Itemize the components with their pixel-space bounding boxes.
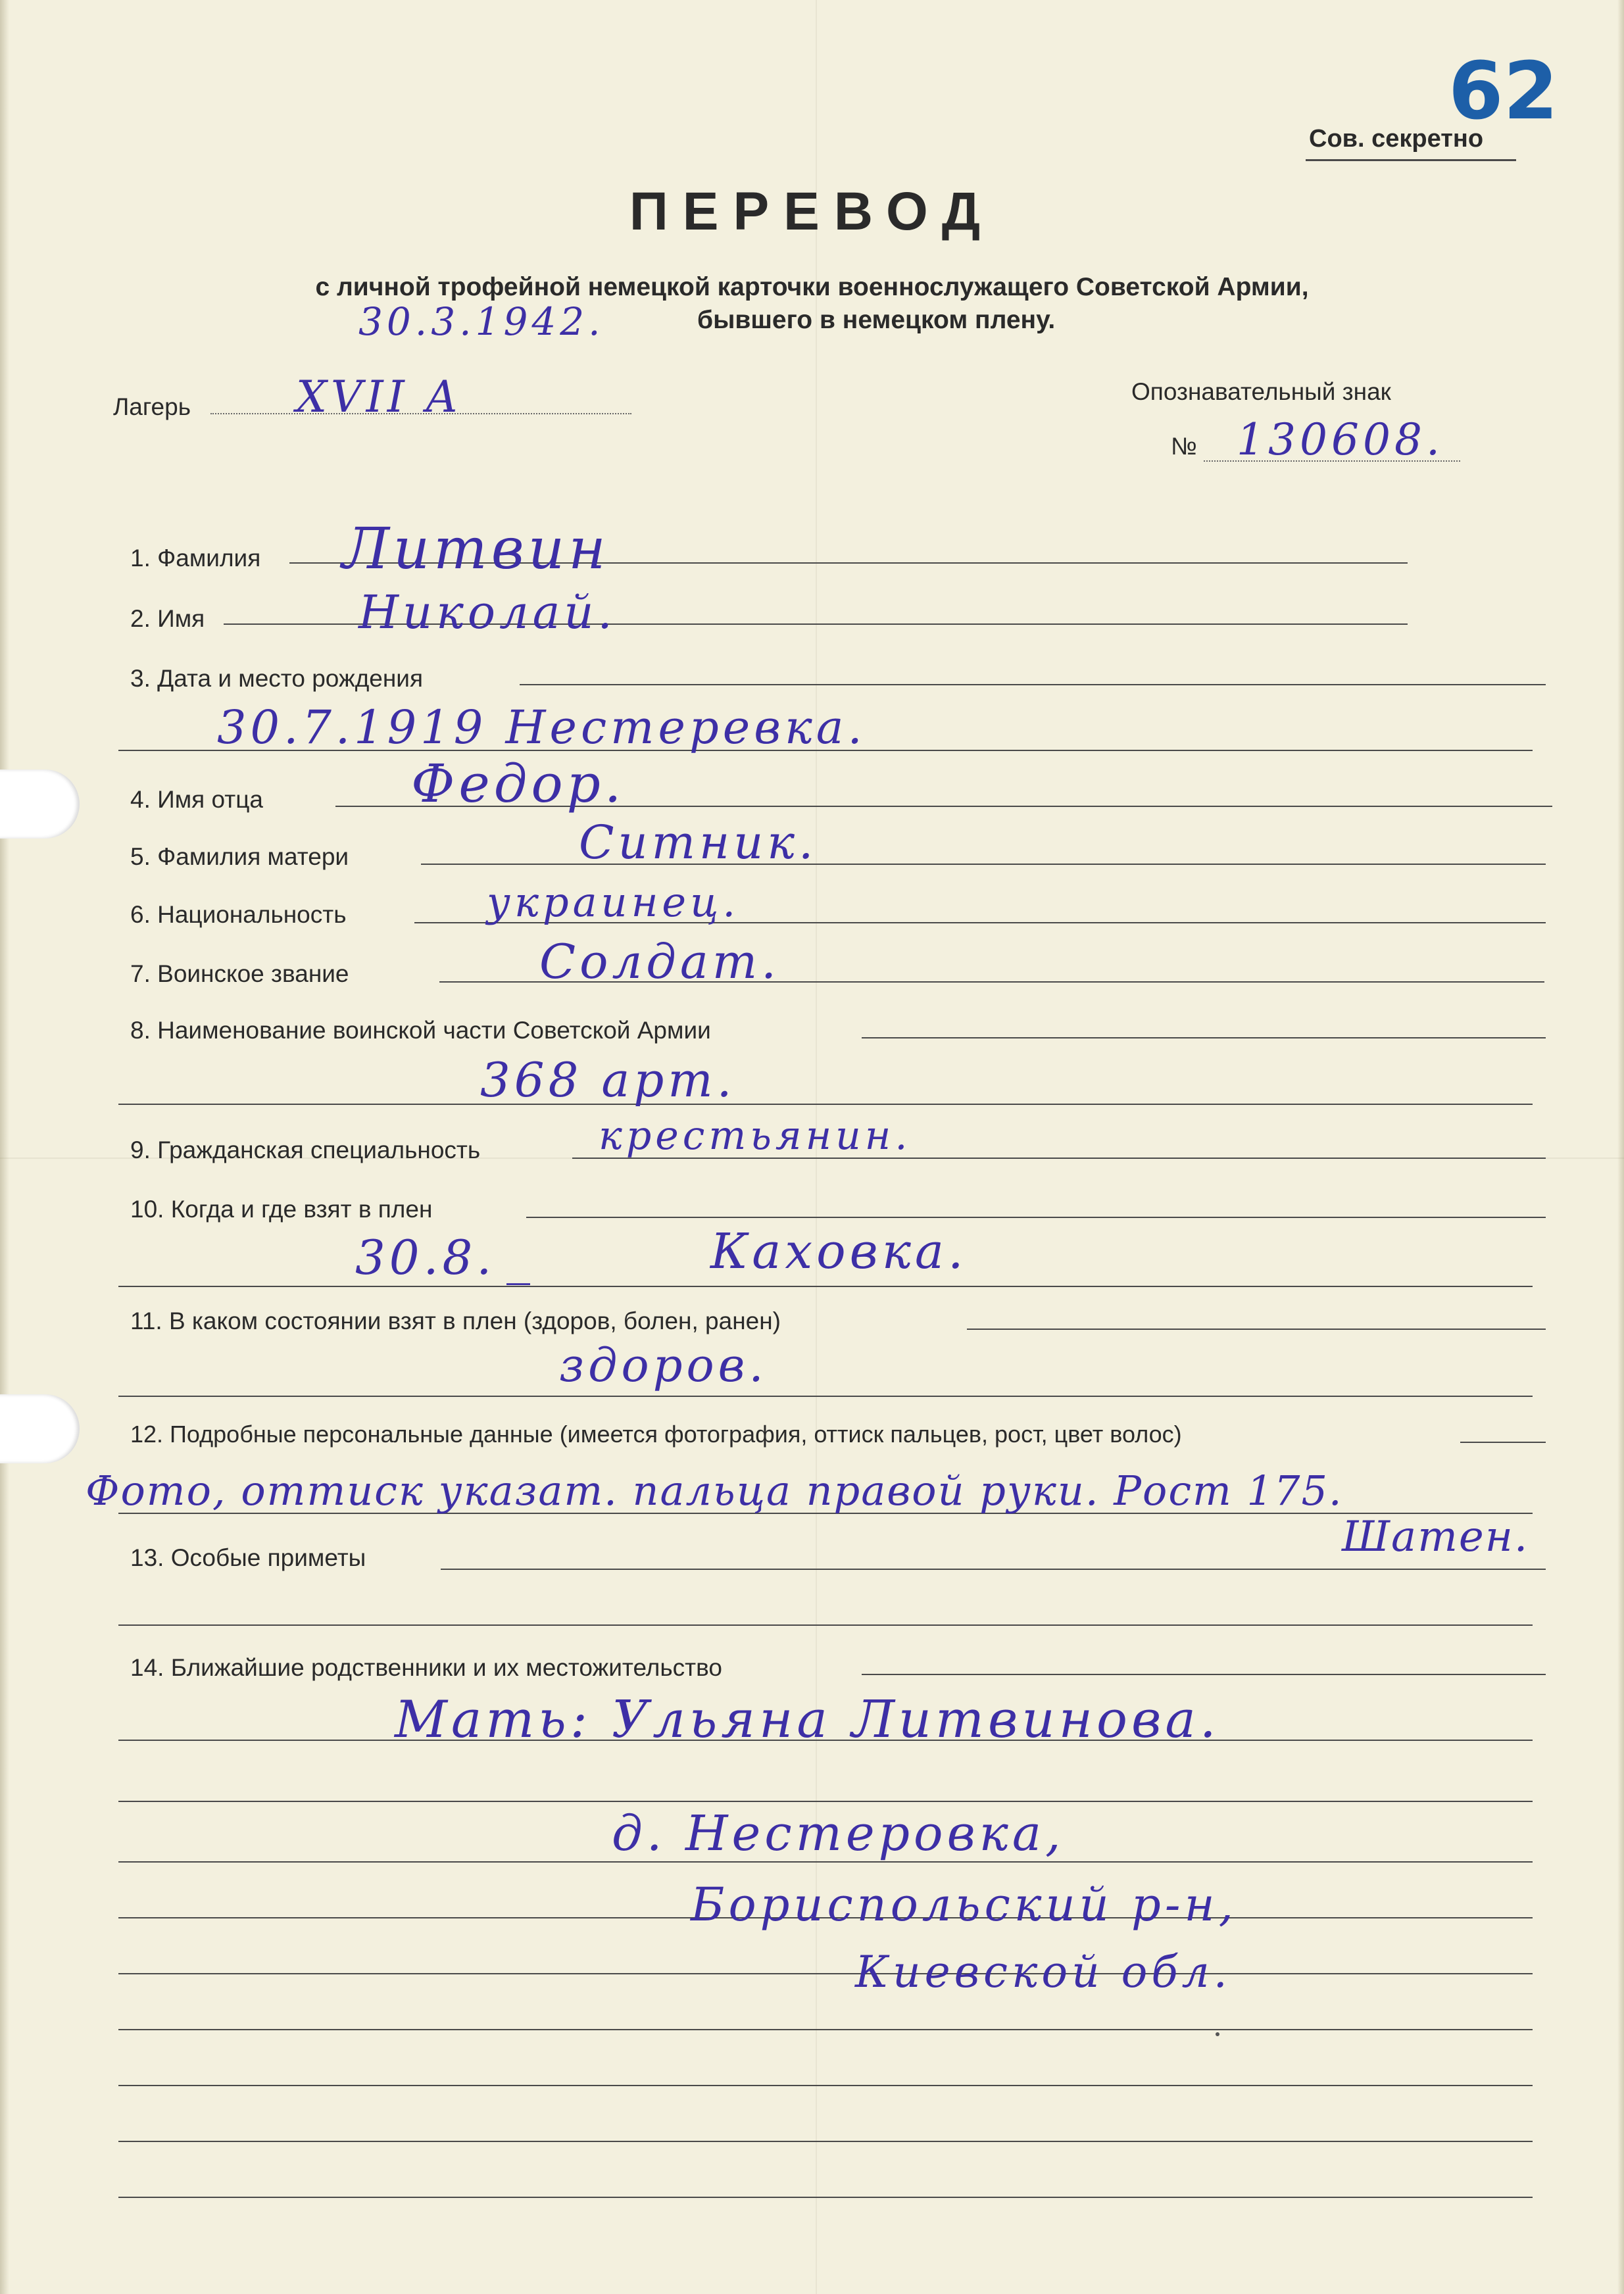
- handwritten-personal-data: Фото, оттиск указат. пальца правой руки. Рост 175.: [86, 1467, 1343, 1515]
- field-8-label: 8. Наименование воинской части Советской Армии: [130, 1017, 711, 1044]
- handwritten-card-date: 30.3.1942.: [358, 299, 604, 344]
- handwritten-camp: XVII A: [296, 372, 462, 422]
- field-6-label: 6. Национальность: [130, 901, 347, 928]
- handwritten-id-number: 130608.: [1237, 414, 1444, 465]
- field-14-line-10: [118, 2197, 1533, 2198]
- handwritten-surname: Литвин: [342, 516, 610, 582]
- field-10-label: 10. Когда и где взят в плен: [130, 1196, 433, 1223]
- classification-underline: [1306, 159, 1516, 161]
- document-subtitle-line2: бывшего в немецком плену.: [697, 306, 1056, 334]
- id-tag-label: Опознавательный знак: [1131, 378, 1391, 405]
- paper-speck: [1216, 2032, 1219, 2036]
- field-10-line: [526, 1217, 1546, 1218]
- field-11-label: 11. В каком состоянии взят в плен (здоров, болен, ранен): [130, 1307, 781, 1334]
- handwritten-address-village: д. Нестеровка,: [612, 1805, 1065, 1862]
- handwritten-address-region: Киевской обл.: [855, 1947, 1231, 1997]
- field-3-line: [520, 684, 1546, 685]
- handwritten-nationality: украинец.: [487, 878, 740, 926]
- handwritten-mother-surname: Ситник.: [579, 816, 818, 869]
- field-13-label: 13. Особые приметы: [130, 1544, 366, 1571]
- field-11-line-2: [118, 1396, 1533, 1397]
- field-10-line-2: [118, 1286, 1533, 1287]
- paper-edge-right: [1617, 0, 1624, 2294]
- field-5-label: 5. Фамилия матери: [130, 843, 349, 870]
- field-12-line: [1460, 1442, 1546, 1443]
- handwritten-special-marks: Шатен.: [1342, 1513, 1529, 1561]
- handwritten-unit: 368 арт.: [480, 1052, 736, 1108]
- handwritten-first-name: Николай.: [358, 585, 616, 639]
- field-8-line-2: [118, 1104, 1533, 1105]
- punch-hole-bottom: [0, 1394, 80, 1463]
- handwritten-profession: крестьянин.: [599, 1113, 912, 1159]
- punch-hole-top: [0, 769, 80, 839]
- field-14-line-8: [118, 2085, 1533, 2086]
- handwritten-relative: Мать: Ульяна Литвинова.: [395, 1690, 1220, 1749]
- field-2-label: 2. Имя: [130, 605, 205, 632]
- field-13-line: [441, 1569, 1546, 1570]
- field-13-line-2: [118, 1624, 1533, 1626]
- handwritten-capture-dash: _: [506, 1230, 534, 1285]
- field-3-label: 3. Дата и место рождения: [130, 665, 423, 692]
- field-14-line-3: [118, 1801, 1533, 1802]
- id-tag-number-prefix: №: [1171, 433, 1197, 460]
- field-11-line: [967, 1329, 1546, 1330]
- camp-label: Лагерь: [113, 393, 191, 420]
- field-7-label: 7. Воинское звание: [130, 960, 349, 987]
- handwritten-condition: здоров.: [559, 1338, 768, 1392]
- classification-stamp: Сов. секретно: [1309, 125, 1484, 153]
- field-14-line-7: [118, 2029, 1533, 2030]
- field-12-label: 12. Подробные персональные данные (имеется фотография, оттиск пальцев, рост, цвет волос): [130, 1421, 1182, 1448]
- handwritten-rank: Солдат.: [539, 934, 780, 989]
- paper-edge-left: [0, 0, 9, 2294]
- field-4-label: 4. Имя отца: [130, 786, 263, 813]
- handwritten-capture-place: Каховка.: [710, 1223, 968, 1280]
- document-title: ПЕРЕВОД: [629, 182, 995, 241]
- field-9-label: 9. Гражданская специальность: [130, 1136, 481, 1163]
- handwritten-birth: 30.7.1919 Нестеревка.: [217, 700, 866, 754]
- archive-number: 62: [1448, 46, 1558, 137]
- handwritten-capture-date: 30.8.: [355, 1230, 496, 1285]
- field-8-line: [862, 1037, 1546, 1038]
- handwritten-address-district: Бориспольский р-н,: [691, 1878, 1237, 1932]
- field-14-line: [862, 1674, 1546, 1675]
- document-subtitle-line1: с личной трофейной немецкой карточки военнослужащего Советской Армии,: [315, 273, 1309, 301]
- field-14-label: 14. Ближайшие родственники и их местожительство: [130, 1654, 722, 1681]
- field-14-line-6: [118, 1973, 1533, 1974]
- field-14-line-9: [118, 2141, 1533, 2142]
- handwritten-father-name: Федор.: [411, 753, 626, 814]
- field-1-label: 1. Фамилия: [130, 545, 261, 572]
